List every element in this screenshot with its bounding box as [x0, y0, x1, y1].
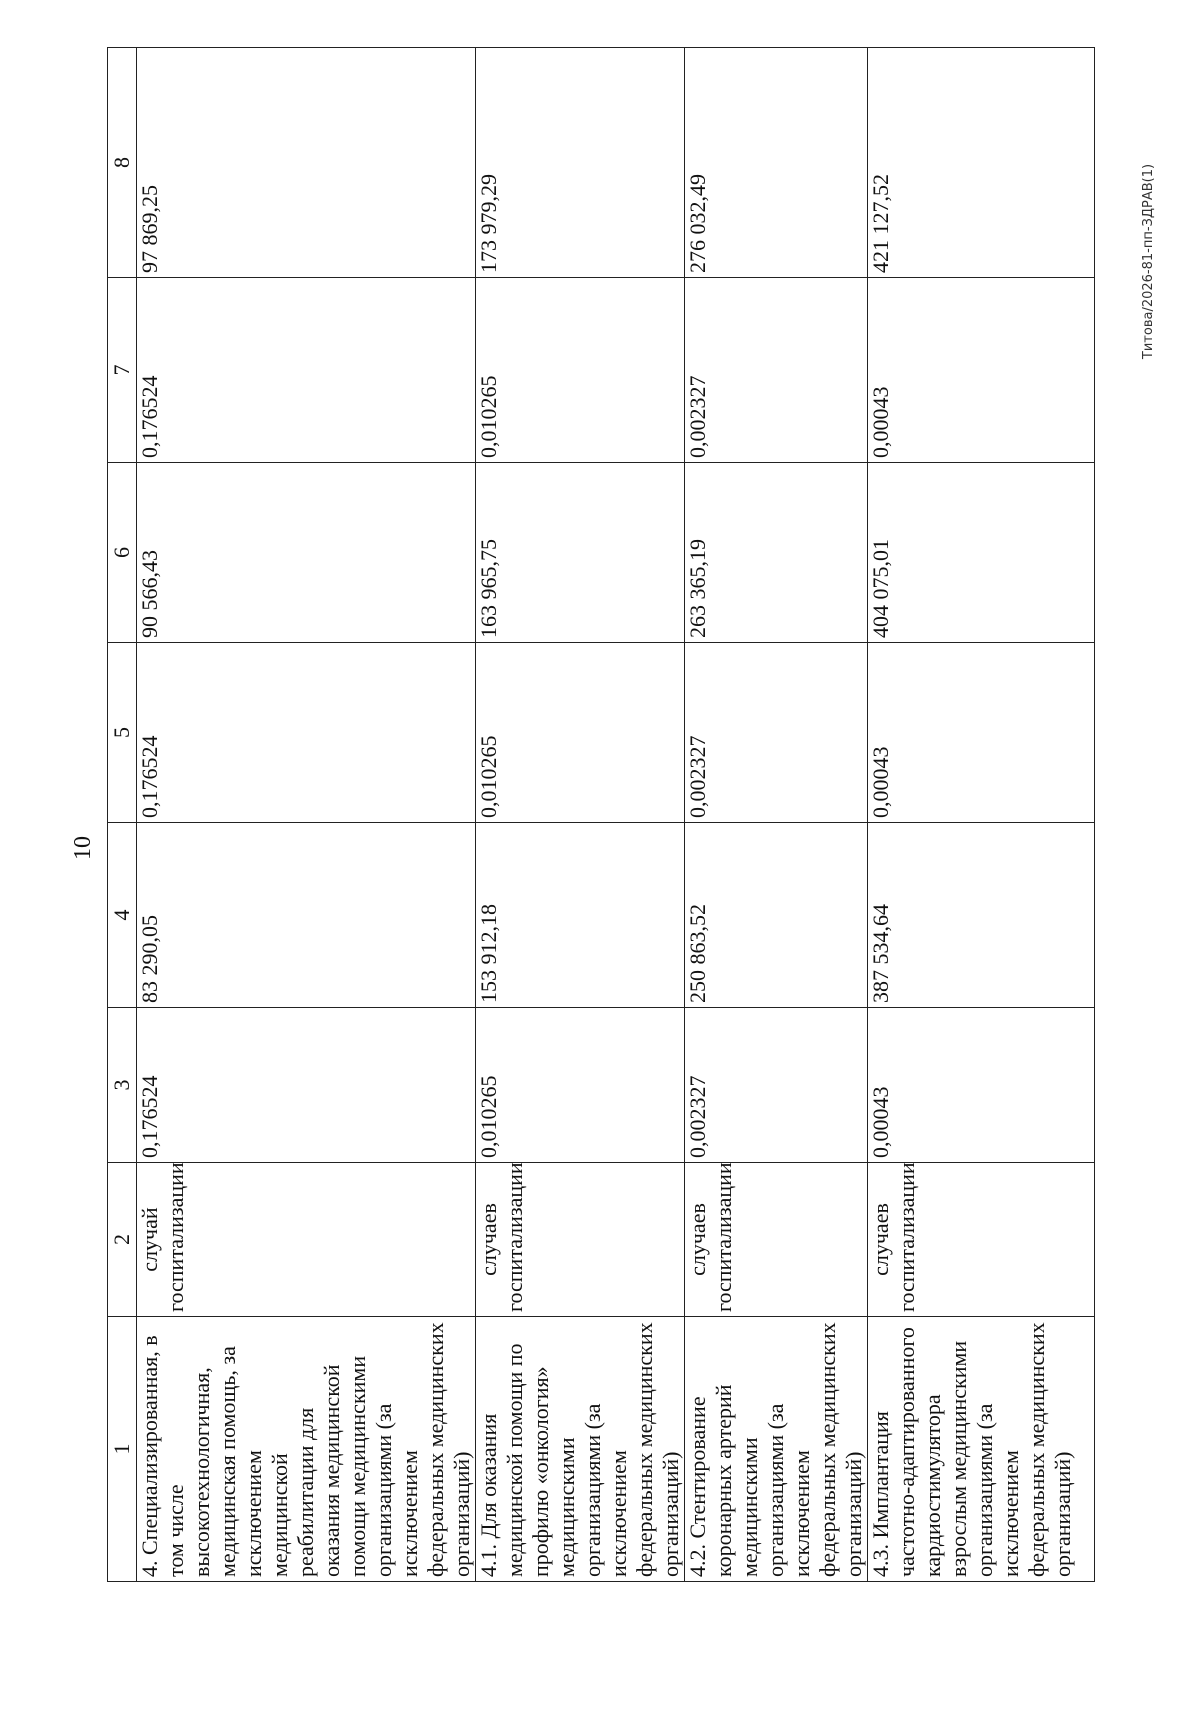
- value-cell: 0,176524: [137, 1008, 476, 1163]
- table-row: [476, 48, 685, 1582]
- table-row: [868, 48, 1095, 1582]
- value-cell: 0,00043: [868, 643, 1095, 823]
- row-name-cell: 4.2. Стентирование коронарных артерий медицинскими организациями (за исключением федеральных медицинских организаций): [685, 1317, 868, 1582]
- column-header: 1: [108, 1317, 137, 1582]
- rates-table: [107, 47, 1095, 1582]
- value-cell: 387 534,64: [868, 823, 1095, 1008]
- value-cell: 404 075,01: [868, 463, 1095, 643]
- value-cell: 0,00043: [868, 278, 1095, 463]
- unit-cell: случай госпитализации: [137, 1163, 476, 1317]
- value-cell: 90 566,43: [137, 463, 476, 643]
- value-cell: 0,176524: [137, 643, 476, 823]
- table-header-row: [108, 48, 137, 1582]
- value-cell: 250 863,52: [685, 823, 868, 1008]
- row-name-cell: 4.3. Имплантация частотно-адаптированного кардиостимулятора взрослым медицинскими организациями (за исключением федеральных медицинских организаций): [868, 1317, 1095, 1582]
- unit-cell: случаев госпитализации: [685, 1163, 868, 1317]
- unit-cell: случаев госпитализации: [868, 1163, 1095, 1317]
- table-row: [137, 48, 476, 1582]
- value-cell: 97 869,25: [137, 48, 476, 278]
- column-header: 2: [108, 1163, 137, 1317]
- page-number: 10: [70, 836, 96, 860]
- value-cell: 153 912,18: [476, 823, 685, 1008]
- row-name-cell: 4. Специализированная, в том числе высокотехнологичная, медицинская помощь, за исключением медицинской реабилитации для оказания медицинской помощи медицинскими организациями (за исключением федеральных медицинских организаций): [137, 1317, 476, 1582]
- value-cell: 83 290,05: [137, 823, 476, 1008]
- column-header: 6: [108, 463, 137, 643]
- value-cell: 0,010265: [476, 1008, 685, 1163]
- value-cell: 0,002327: [685, 1008, 868, 1163]
- table-row: [685, 48, 868, 1582]
- document-footer-code: Титова/2026-81-пп-ЗДРАВ(1): [1141, 163, 1157, 360]
- column-header: 4: [108, 823, 137, 1008]
- column-header: 5: [108, 643, 137, 823]
- value-cell: 163 965,75: [476, 463, 685, 643]
- rates-table-container: [107, 48, 1075, 1582]
- value-cell: 0,010265: [476, 278, 685, 463]
- column-header: 7: [108, 278, 137, 463]
- value-cell: 276 032,49: [685, 48, 868, 278]
- value-cell: 0,010265: [476, 643, 685, 823]
- column-header: 8: [108, 48, 137, 278]
- value-cell: 0,176524: [137, 278, 476, 463]
- value-cell: 0,002327: [685, 278, 868, 463]
- value-cell: 0,002327: [685, 643, 868, 823]
- row-name-cell: 4.1. Для оказания медицинской помощи по профилю «онкология» медицинскими организациями (за исключением федеральных медицинских организаций): [476, 1317, 685, 1582]
- unit-cell: случаев госпитализации: [476, 1163, 685, 1317]
- value-cell: 173 979,29: [476, 48, 685, 278]
- value-cell: 421 127,52: [868, 48, 1095, 278]
- value-cell: 0,00043: [868, 1008, 1095, 1163]
- column-header: 3: [108, 1008, 137, 1163]
- value-cell: 263 365,19: [685, 463, 868, 643]
